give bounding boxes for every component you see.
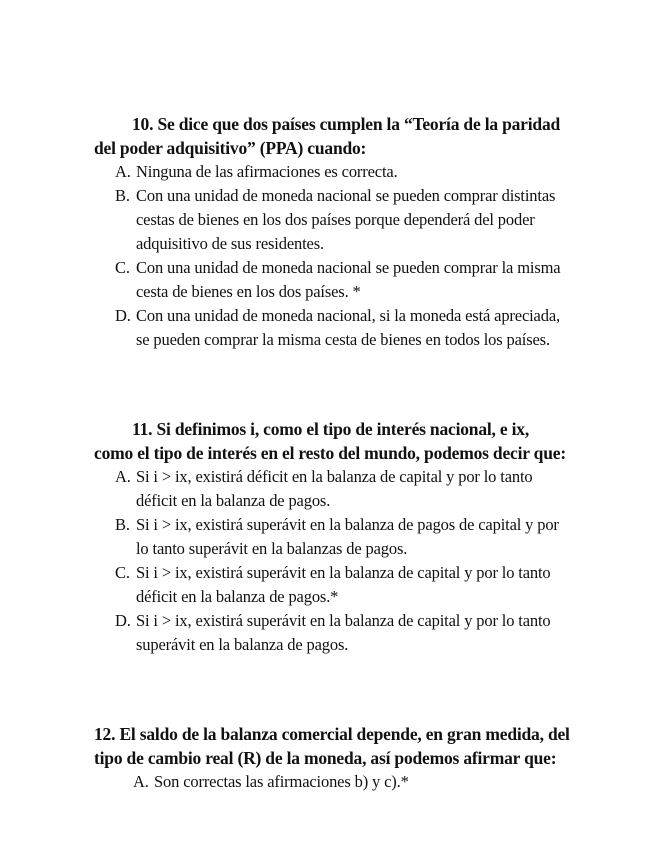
option-text: Con una unidad de moneda nacional se pueden comprar la misma cesta de bienes en los dos países. * [136,258,561,301]
option-letter: A. [133,772,149,791]
question-10-title: 10. Se dice que dos países cumplen la “Teoría de la paridad del poder adquisitivo” (PPA) cuando: [94,114,561,158]
question-12 [94,722,572,794]
option-letter: D. [115,306,131,325]
question-12-option-a [94,770,572,794]
option-text: Con una unidad de moneda nacional se pueden comprar distintas cestas de bienes en los dos países porque dependerá del poder adquisitivo de sus residentes. [136,186,556,253]
option-text: Si i > ix, existirá superávit en la balanza de pagos de capital y por lo tanto superávit en la balanzas de pagos. [136,515,559,558]
option-text: Son correctas las afirmaciones b) y c).* [154,772,409,791]
option-text: Con una unidad de moneda nacional, si la moneda está apreciada, se pueden comprar la misma cesta de bienes en todos los países. [136,306,560,349]
question-11-title: 11. Si definimos i, como el tipo de interés nacional, e ix, como el tipo de interés en el resto del mundo, podemos decir que: [94,419,566,463]
question-10-option-a [94,160,572,184]
option-text: Si i > ix, existirá superávit en la balanza de capital y por lo tanto déficit en la balanza de pagos.* [136,563,551,606]
option-text: Si i > ix, existirá superávit en la balanza de capital y por lo tanto superávit en la balanza de pagos. [136,611,551,654]
question-11-options [94,465,572,657]
question-11-option-d [94,609,572,657]
option-letter: B. [115,186,130,205]
question-10 [94,112,572,352]
option-text: Si i > ix, existirá déficit en la balanza de capital y por lo tanto déficit en la balanza de pagos. [136,467,533,510]
question-11 [94,417,572,657]
question-10-options [94,160,572,352]
question-10-option-d [94,304,572,352]
question-11-option-c [94,561,572,609]
question-11-option-a [94,465,572,513]
option-text: Ninguna de las afirmaciones es correcta. [136,162,398,181]
question-10-option-c [94,256,572,304]
option-letter: C. [115,258,130,277]
option-letter: B. [115,515,130,534]
question-12-title: 12. El saldo de la balanza comercial depende, en gran medida, del tipo de cambio real (R) de la moneda, así podemos afirmar que: [94,724,570,768]
question-12-options [94,770,572,794]
option-letter: D. [115,611,131,630]
question-11-option-b [94,513,572,561]
option-letter: C. [115,563,130,582]
option-letter: A. [115,162,131,181]
question-10-option-b [94,184,572,256]
option-letter: A. [115,467,131,486]
